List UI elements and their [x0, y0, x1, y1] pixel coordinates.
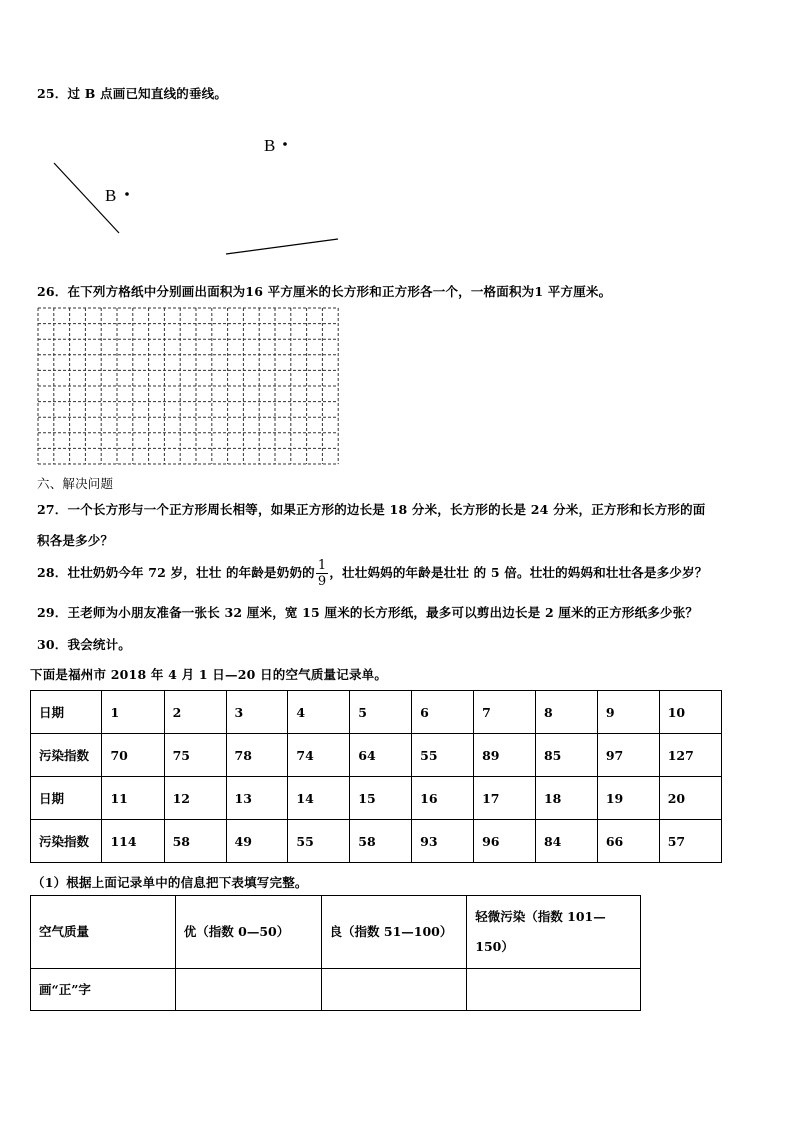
square-grid-paper[interactable] — [37, 307, 341, 467]
record-cell: 64 — [350, 734, 412, 777]
section-heading: 六、解决问题 — [37, 476, 114, 491]
denominator: 9 — [317, 574, 327, 589]
q28-text-before: 28．壮壮奶奶今年 72 岁，壮壮 的年龄是奶奶的 — [37, 565, 315, 580]
record-cell: 8 — [535, 691, 597, 734]
record-cell: 97 — [597, 734, 659, 777]
header-cell: 空气质量 — [31, 896, 176, 969]
record-cell: 58 — [164, 820, 226, 863]
record-cell: 7 — [474, 691, 536, 734]
row-label: 日期 — [31, 777, 102, 820]
record-cell: 11 — [102, 777, 164, 820]
record-cell: 3 — [226, 691, 288, 734]
record-cell: 66 — [597, 820, 659, 863]
question-26: 26．在下列方格纸中分别画出面积为16 平方厘米的长方形和正方形各一个，一格面积为1 平方厘米。 — [37, 284, 612, 299]
air-quality-tally-table — [30, 895, 641, 1011]
record-cell: 93 — [412, 820, 474, 863]
record-cell: 19 — [597, 777, 659, 820]
header-cell: 轻微污染（指数 101—150） — [467, 896, 641, 969]
record-row — [31, 691, 722, 734]
record-cell: 49 — [226, 820, 288, 863]
question-27-line1: 27．一个长方形与一个正方形周长相等，如果正方形的边长是 18 分米，长方形的长是 24 分米，正方形和长方形的面 — [37, 502, 706, 517]
record-cell: 2 — [164, 691, 226, 734]
record-cell: 1 — [102, 691, 164, 734]
record-cell: 4 — [288, 691, 350, 734]
record-row — [31, 820, 722, 863]
record-cell: 75 — [164, 734, 226, 777]
given-line-2 — [226, 239, 338, 254]
record-cell: 20 — [659, 777, 721, 820]
question-27-line2: 积各是多少？ — [37, 533, 114, 548]
record-cell: 78 — [226, 734, 288, 777]
numerator: 1 — [317, 558, 327, 573]
record-cell: 55 — [288, 820, 350, 863]
tally-header-row — [31, 896, 641, 969]
question-25: 25．过 B 点画已知直线的垂线。 — [37, 86, 228, 101]
record-cell: 14 — [288, 777, 350, 820]
answer-cell-excellent[interactable] — [175, 969, 321, 1011]
q28-text-after: ，壮壮妈妈的年龄是壮壮 的 5 倍。壮壮的妈妈和壮壮各是多少岁？ — [329, 565, 708, 580]
fraction — [316, 558, 328, 589]
point-b-2 — [283, 142, 287, 146]
record-cell: 58 — [350, 820, 412, 863]
record-cell: 16 — [412, 777, 474, 820]
answer-cell-good[interactable] — [321, 969, 467, 1011]
record-cell: 10 — [659, 691, 721, 734]
header-cell: 良（指数 51—100） — [321, 896, 467, 969]
record-cell: 15 — [350, 777, 412, 820]
record-cell: 13 — [226, 777, 288, 820]
record-cell: 17 — [474, 777, 536, 820]
record-cell: 57 — [659, 820, 721, 863]
record-cell: 89 — [474, 734, 536, 777]
record-cell: 12 — [164, 777, 226, 820]
record-cell: 85 — [535, 734, 597, 777]
record-row — [31, 734, 722, 777]
point-b-label-2: B — [264, 136, 276, 155]
row-label: 画“正”字 — [31, 969, 176, 1011]
record-row — [31, 777, 722, 820]
record-cell: 9 — [597, 691, 659, 734]
header-cell: 优（指数 0—50） — [175, 896, 321, 969]
record-cell: 6 — [412, 691, 474, 734]
tally-row — [31, 969, 641, 1011]
record-cell: 114 — [102, 820, 164, 863]
record-cell: 55 — [412, 734, 474, 777]
answer-cell-light-pollution[interactable] — [467, 969, 641, 1011]
point-b-1 — [125, 192, 129, 196]
point-b-label-1: B — [105, 186, 117, 205]
air-quality-record-table — [30, 690, 722, 863]
row-label: 污染指数 — [31, 820, 102, 863]
perpendicular-figure — [0, 0, 794, 300]
question-28 — [37, 558, 708, 589]
record-cell: 74 — [288, 734, 350, 777]
sub-question-1: （1）根据上面记录单中的信息把下表填写完整。 — [32, 875, 308, 890]
record-cell: 96 — [474, 820, 536, 863]
record-cell: 127 — [659, 734, 721, 777]
question-30-intro: 下面是福州市 2018 年 4 月 1 日—20 日的空气质量记录单。 — [30, 667, 388, 682]
record-cell: 18 — [535, 777, 597, 820]
row-label: 日期 — [31, 691, 102, 734]
record-cell: 84 — [535, 820, 597, 863]
question-29: 29．王老师为小朋友准备一张长 32 厘米，宽 15 厘米的长方形纸，最多可以剪出边长是 2 厘米的正方形纸多少张？ — [37, 605, 699, 620]
row-label: 污染指数 — [31, 734, 102, 777]
record-cell: 5 — [350, 691, 412, 734]
record-cell: 70 — [102, 734, 164, 777]
question-30: 30．我会统计。 — [37, 637, 131, 652]
